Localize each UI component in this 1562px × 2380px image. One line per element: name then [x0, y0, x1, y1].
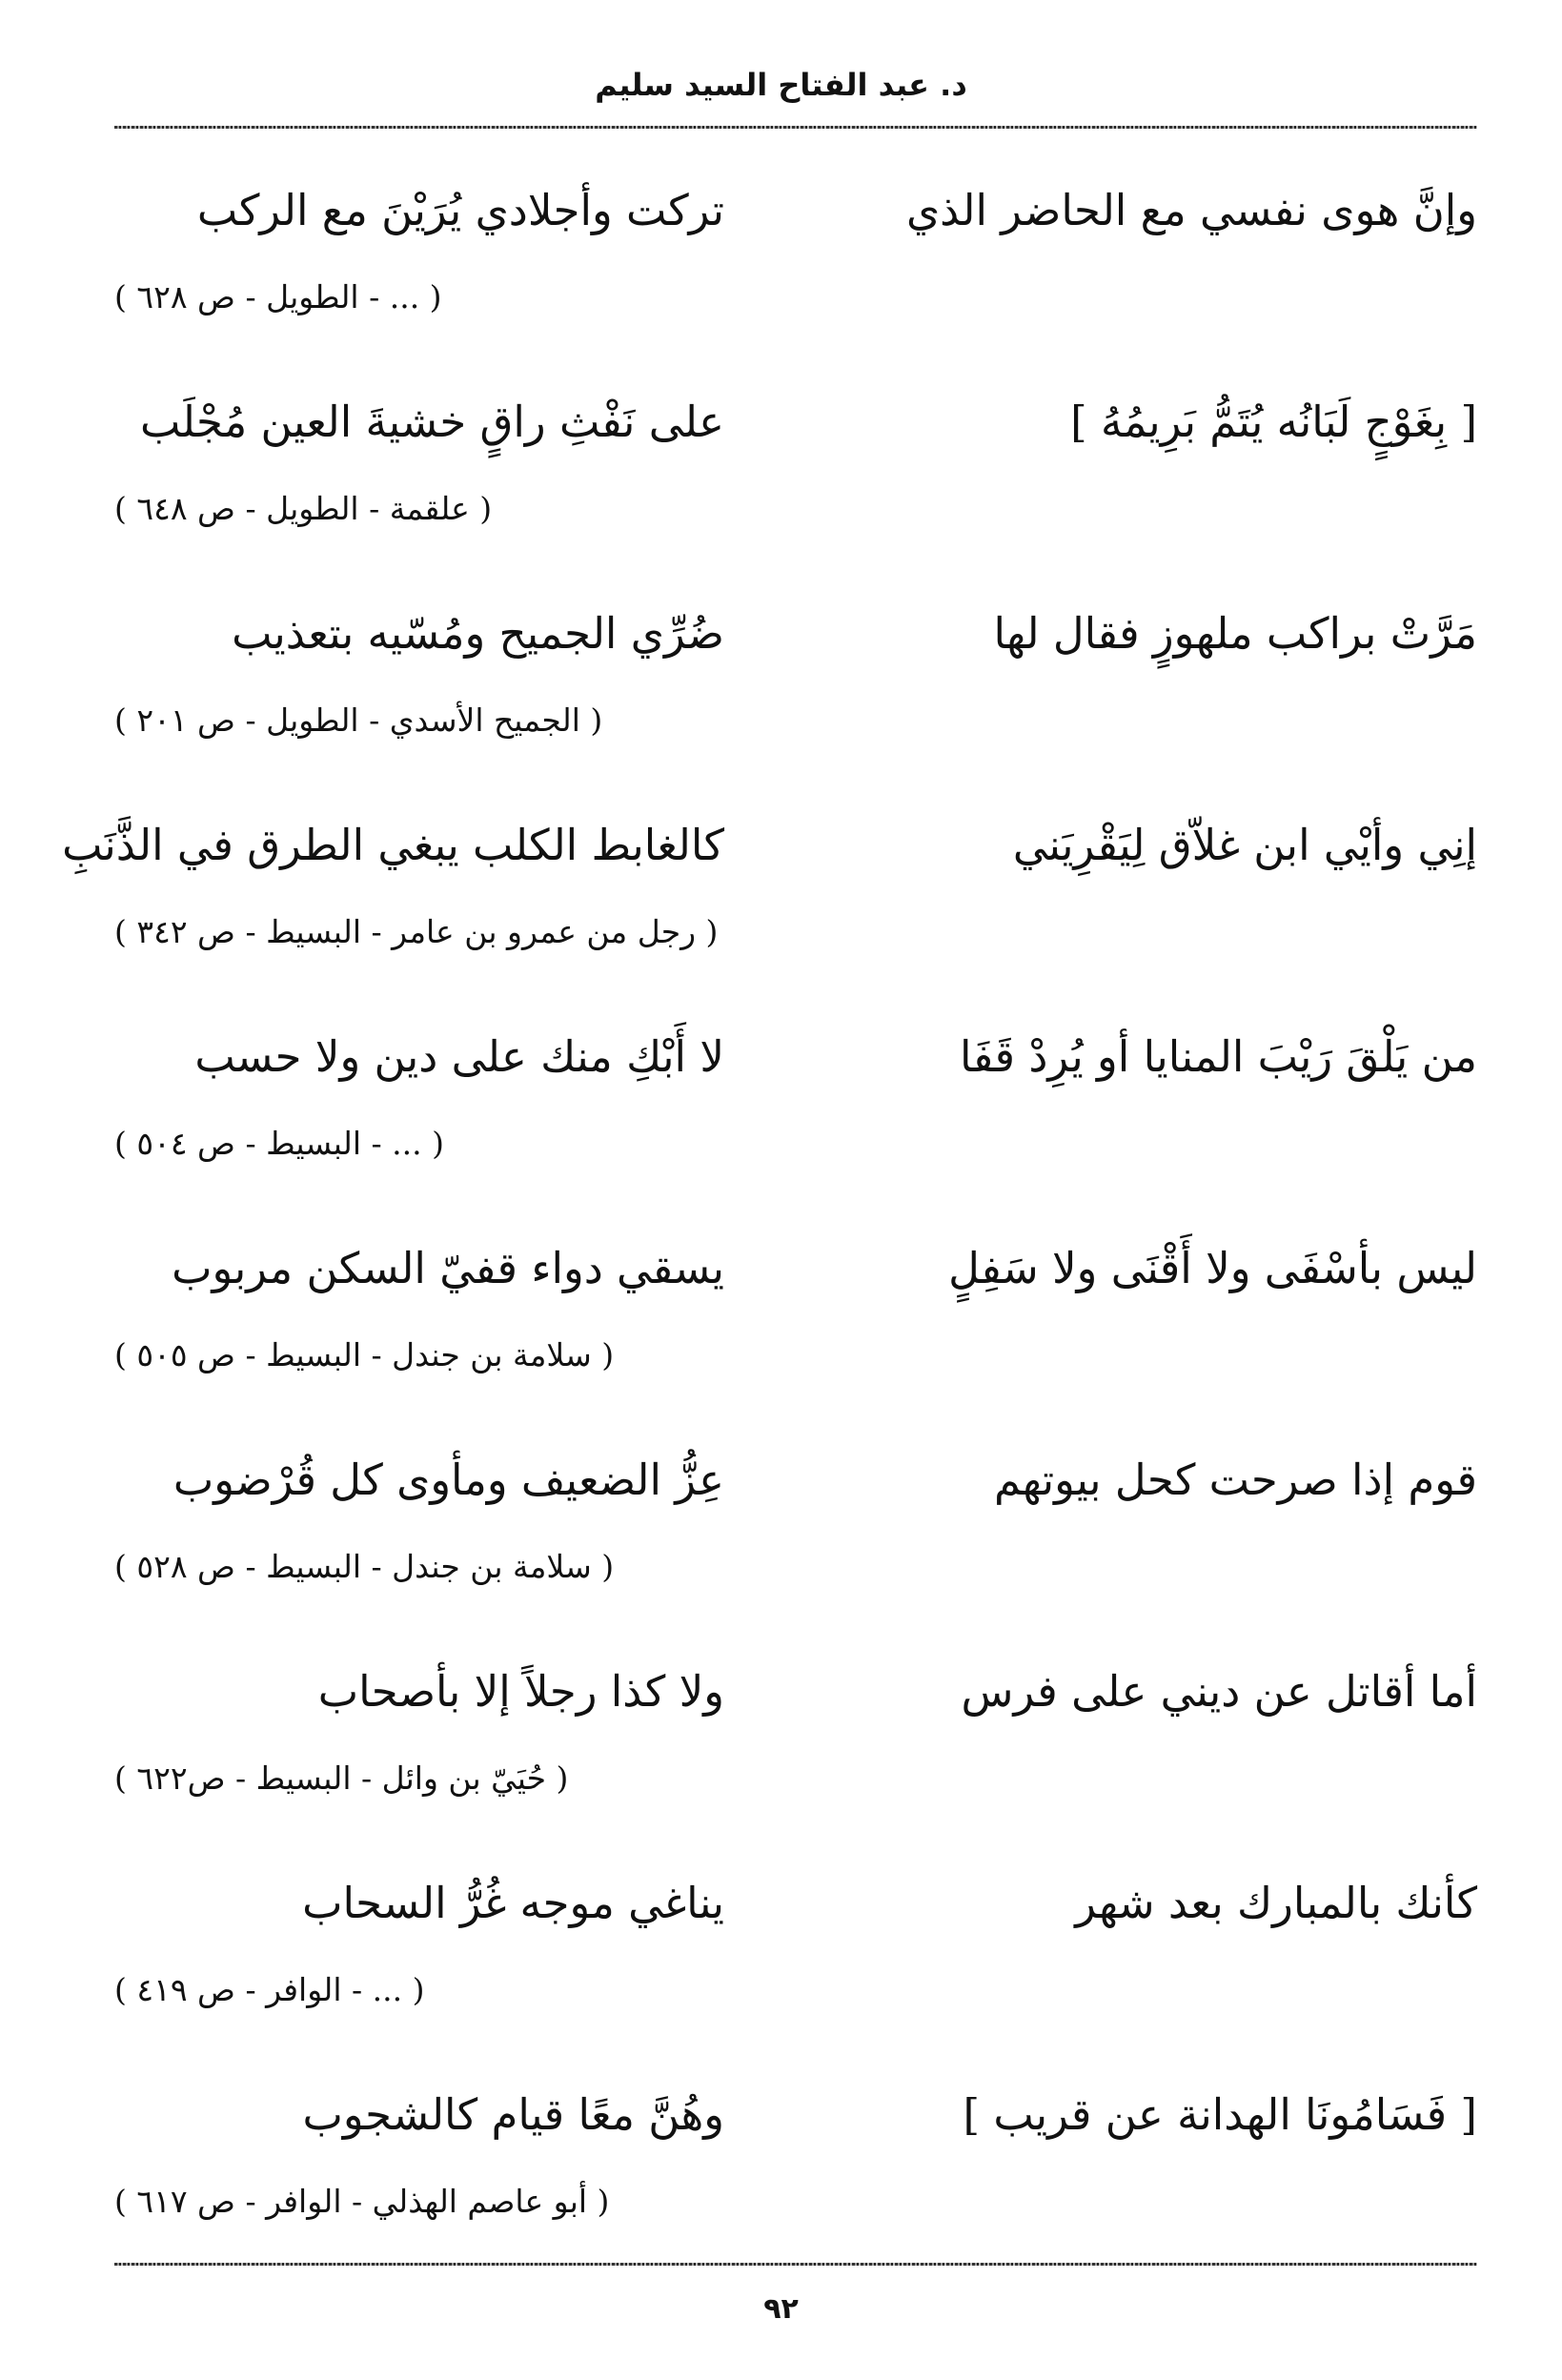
verse-first-hemistich: من يَلْقَ رَيْبَ المنايا أو يُرِدْ قَفَا — [960, 1031, 1477, 1082]
verse-second-hemistich: تركت وأجلادي يُرَيْنَ مع الركب — [196, 185, 724, 235]
verse-entry — [114, 2047, 1477, 2259]
verse-entry — [114, 989, 1477, 1201]
verse-first-hemistich: أما أقاتل عن ديني على فرس — [961, 1666, 1477, 1717]
verse-line — [62, 803, 1477, 888]
verse-line — [114, 168, 1477, 254]
verse-first-hemistich: [ بِغَوْجٍ لَبَانُه يُتَمُّ بَرِيمُهُ ] — [1070, 397, 1477, 447]
verse-second-hemistich: يناغي موجه غُرُّ السحاب — [302, 1878, 724, 1928]
verse-second-hemistich: وهُنَّ معًا قيام كالشجوب — [302, 2089, 724, 2140]
verse-citation: ( ... - البسيط - ص ٥٠٤ ) — [114, 1125, 444, 1162]
verse-citation: ( الجميح الأسدي - الطويل - ص ٢٠١ ) — [114, 702, 603, 739]
verse-entry — [114, 1836, 1477, 2047]
verse-entry — [114, 1624, 1477, 1836]
verse-line — [114, 2072, 1477, 2158]
verse-second-hemistich: ضُرِّي الجميح ومُسّيه بتعذيب — [232, 608, 724, 659]
verse-line — [114, 1437, 1477, 1523]
verse-entry — [114, 143, 1477, 355]
verse-line — [114, 1226, 1477, 1312]
verse-entry — [114, 566, 1477, 778]
verse-second-hemistich: على نَفْثِ راقٍ خشيةَ العين مُجْلَب — [139, 397, 724, 447]
verse-entry — [114, 1413, 1477, 1624]
verse-second-hemistich: لا أَبْكِ منك على دين ولا حسب — [194, 1031, 724, 1082]
verse-line — [114, 379, 1477, 465]
verse-citation: ( سلامة بن جندل - البسيط - ص ٥٢٨ ) — [114, 1548, 615, 1585]
verse-first-hemistich: وإنَّ هوى نفسي مع الحاضر الذي — [905, 185, 1477, 235]
header-rule — [114, 126, 1477, 129]
verse-citation: ( ... - الوافر - ص ٤١٩ ) — [114, 1971, 425, 2008]
verse-second-hemistich: ولا كذا رجلاً إلا بأصحاب — [317, 1666, 724, 1717]
verse-second-hemistich: عِزُّ الضعيف ومأوى كل قُرْضوب — [172, 1454, 724, 1505]
verse-list — [62, 143, 1477, 2259]
verse-line — [114, 1014, 1477, 1100]
verse-citation: ( علقمة - الطويل - ص ٦٤٨ ) — [114, 490, 493, 527]
verse-line — [114, 1861, 1477, 1946]
verse-first-hemistich: ليس بأسْفَى ولا أَقْنَى ولا سَفِلٍ — [948, 1243, 1477, 1293]
verse-second-hemistich: يسقي دواء قفيّ السكن مربوب — [172, 1243, 724, 1293]
verse-line — [114, 1649, 1477, 1735]
verse-citation: ( حُيَيّ بن وائل - البسيط - ص٦٢٢ ) — [114, 1760, 569, 1797]
verse-second-hemistich: كالغابط الكلب يبغي الطرق في الذَّنَبِ — [62, 820, 724, 870]
page-number: ٩٢ — [763, 2292, 799, 2326]
verse-citation: ( رجل من عمرو بن عامر - البسيط - ص ٣٤٢ ) — [114, 913, 719, 950]
verse-entry — [114, 355, 1477, 566]
verse-first-hemistich: [ فَسَامُونَا الهدانة عن قريب ] — [963, 2089, 1477, 2140]
running-header-author: د. عبد الفتاح السيد سليم — [595, 67, 967, 103]
verse-first-hemistich: قوم إذا صرحت كحل بيوتهم — [993, 1454, 1477, 1505]
verse-line — [114, 591, 1477, 677]
verse-first-hemistich: كأنك بالمبارك بعد شهر — [1075, 1878, 1477, 1928]
verse-citation: ( سلامة بن جندل - البسيط - ص ٥٠٥ ) — [114, 1336, 615, 1373]
verse-citation: ( أبو عاصم الهذلي - الوافر - ص ٦١٧ ) — [114, 2183, 610, 2220]
verse-first-hemistich: مَرَّتْ براكب ملهوزٍ فقال لها — [993, 608, 1477, 659]
verse-first-hemistich: إنِي وأيْي ابن غلاّق لِيَقْرِيَني — [1012, 820, 1477, 870]
footer-rule — [114, 2263, 1477, 2266]
verse-entry — [62, 778, 1477, 989]
verse-citation: ( ... - الطويل - ص ٦٢٨ ) — [114, 278, 442, 315]
verse-entry — [114, 1201, 1477, 1413]
